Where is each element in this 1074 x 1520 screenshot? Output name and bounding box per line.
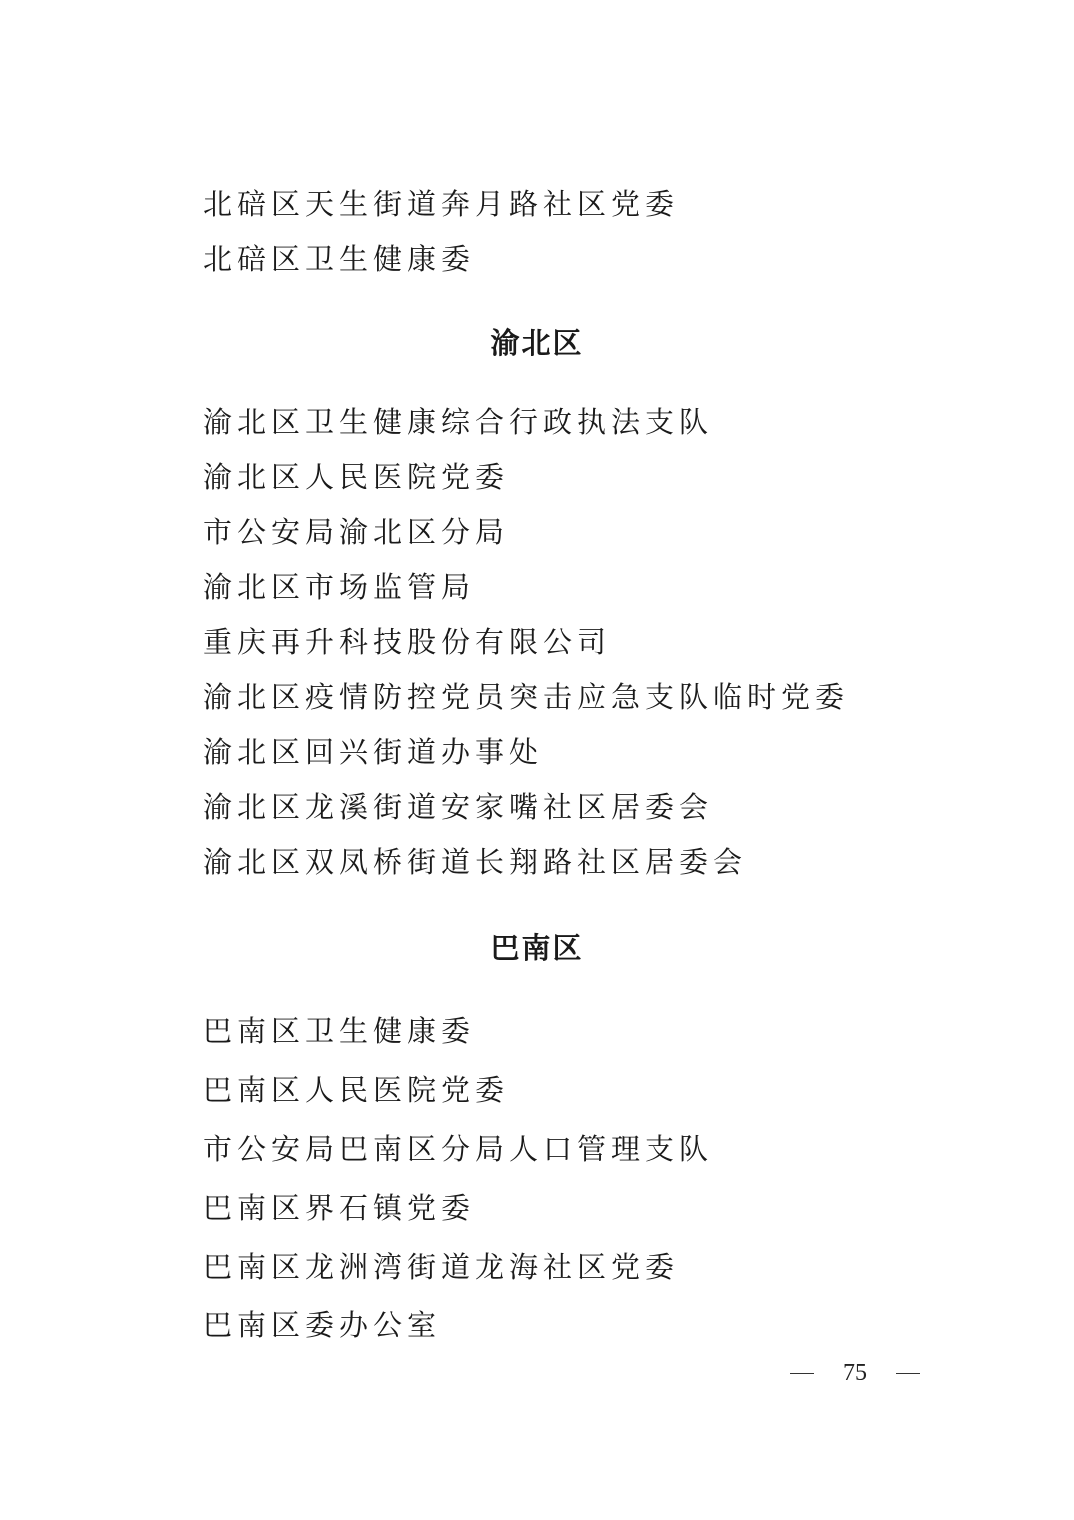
list-item: 巴南区龙洲湾街道龙海社区党委 [203, 1250, 680, 1284]
section-heading-yubei: 渝北区 [490, 326, 584, 360]
section-heading-banan: 巴南区 [490, 931, 584, 965]
list-item: 市公安局巴南区分局人口管理支队 [203, 1132, 714, 1166]
list-item: 渝北区龙溪街道安家嘴社区居委会 [203, 790, 714, 824]
page-number-dash-right [896, 1373, 920, 1374]
list-item: 渝北区人民医院党委 [203, 460, 510, 494]
list-item: 北碚区天生街道奔月路社区党委 [203, 187, 680, 221]
list-item: 市公安局渝北区分局 [203, 515, 510, 549]
list-item: 重庆再升科技股份有限公司 [203, 625, 612, 659]
list-item: 巴南区界石镇党委 [203, 1191, 476, 1225]
list-item: 渝北区回兴街道办事处 [203, 735, 544, 769]
list-item: 巴南区委办公室 [203, 1308, 442, 1342]
page-number [790, 1360, 920, 1387]
page-number-dash-left [790, 1373, 814, 1374]
list-item: 渝北区市场监管局 [203, 570, 476, 604]
list-item: 巴南区人民医院党委 [203, 1073, 510, 1107]
list-item: 渝北区双凤桥街道长翔路社区居委会 [203, 845, 748, 879]
list-item: 北碚区卫生健康委 [203, 242, 476, 276]
list-item: 渝北区疫情防控党员突击应急支队临时党委 [203, 680, 850, 714]
list-item: 渝北区卫生健康综合行政执法支队 [203, 405, 714, 439]
page-number-value: 75 [843, 1360, 867, 1386]
list-item: 巴南区卫生健康委 [203, 1014, 476, 1048]
